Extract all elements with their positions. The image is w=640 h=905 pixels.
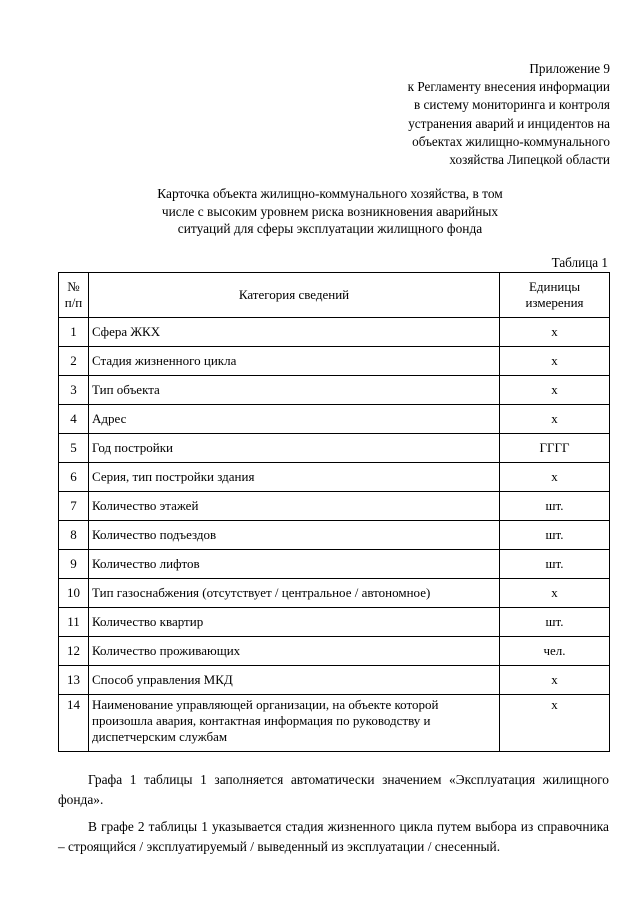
row-category: Серия, тип постройки здания <box>89 463 500 492</box>
document-title <box>60 185 600 238</box>
row-number: 12 <box>59 637 89 666</box>
row-unit: шт. <box>500 550 610 579</box>
title-line: числе с высоким уровнем риска возникновения аварийных <box>161 203 499 219</box>
row-unit: х <box>500 347 610 376</box>
row-unit: ГГГГ <box>500 434 610 463</box>
table-row <box>59 492 610 521</box>
table-row <box>59 666 610 695</box>
table-header-row <box>59 273 610 318</box>
table-row <box>59 608 610 637</box>
row-unit: х <box>500 695 610 752</box>
row-category: Адрес <box>89 405 500 434</box>
table-row <box>59 579 610 608</box>
header-num-symbol: № <box>67 279 80 294</box>
paragraph-column-2: В графе 2 таблицы 1 указывается стадия жизненного цикла путем выбора из справочника – строящийся / эксплуатируемый / выведенный из эксплуатации / снесенный. <box>58 819 609 854</box>
appendix-line: к Регламенту внесения информации <box>407 79 610 95</box>
paragraph-column-1: Графа 1 таблицы 1 заполняется автоматически значением «Эксплуатация жилищного фонда». <box>58 772 609 807</box>
row-category: Наименование управляющей организации, на объекте которой произошла авария, контактная информация по руководству и диспетчерским службам <box>89 695 500 752</box>
row-category: Количество лифтов <box>89 550 500 579</box>
table-row <box>59 318 610 347</box>
row-unit: шт. <box>500 521 610 550</box>
table-label: Таблица 1 <box>551 255 608 270</box>
row-category: Тип газоснабжения (отсутствует / центральное / автономное) <box>89 579 500 608</box>
row-number: 3 <box>59 376 89 405</box>
row-category: Тип объекта <box>89 376 500 405</box>
header-unit <box>500 273 610 318</box>
row-category: Способ управления МКД <box>89 666 500 695</box>
row-number: 11 <box>59 608 89 637</box>
table-row <box>59 550 610 579</box>
row-unit: х <box>500 666 610 695</box>
row-unit: х <box>500 405 610 434</box>
row-unit: чел. <box>500 637 610 666</box>
row-number: 2 <box>59 347 89 376</box>
table-row <box>59 347 610 376</box>
row-unit: х <box>500 318 610 347</box>
row-number: 6 <box>59 463 89 492</box>
row-category: Год постройки <box>89 434 500 463</box>
appendix-line: в систему мониторинга и контроля <box>414 97 610 113</box>
row-unit: шт. <box>500 492 610 521</box>
row-number: 13 <box>59 666 89 695</box>
header-unit-line1: Единицы <box>528 279 581 294</box>
appendix-line: хозяйства Липецкой области <box>449 152 610 168</box>
row-unit: шт. <box>500 608 610 637</box>
header-unit-line2: измерения <box>525 295 584 310</box>
table-row <box>59 434 610 463</box>
row-number: 9 <box>59 550 89 579</box>
row-category: Сфера ЖКХ <box>89 318 500 347</box>
header-num <box>59 273 89 318</box>
appendix-note <box>310 60 610 169</box>
appendix-line: устранения аварий и инцидентов на <box>408 115 610 131</box>
object-card-table <box>58 272 610 752</box>
title-line: ситуаций для сферы эксплуатации жилищного фонда <box>177 221 483 236</box>
row-number: 1 <box>59 318 89 347</box>
row-category: Стадия жизненного цикла <box>89 347 500 376</box>
row-unit: х <box>500 376 610 405</box>
header-num-abbr: п/п <box>64 295 83 310</box>
row-number: 10 <box>59 579 89 608</box>
row-number: 14 <box>59 695 89 752</box>
row-category: Количество подъездов <box>89 521 500 550</box>
table-row <box>59 463 610 492</box>
appendix-line: Приложение 9 <box>529 61 610 76</box>
table-row <box>59 376 610 405</box>
row-number: 7 <box>59 492 89 521</box>
row-number: 8 <box>59 521 89 550</box>
table-row <box>59 521 610 550</box>
row-category: Количество этажей <box>89 492 500 521</box>
table-row <box>59 695 610 752</box>
table-row <box>59 637 610 666</box>
row-category: Количество проживающих <box>89 637 500 666</box>
row-unit: х <box>500 463 610 492</box>
row-number: 4 <box>59 405 89 434</box>
row-category: Количество квартир <box>89 608 500 637</box>
table-row <box>59 405 610 434</box>
header-category: Категория сведений <box>89 273 500 318</box>
appendix-line: объектах жилищно-коммунального <box>412 133 610 149</box>
title-line: Карточка объекта жилищно-коммунального хозяйства, в том <box>157 186 503 201</box>
row-number: 5 <box>59 434 89 463</box>
row-unit: х <box>500 579 610 608</box>
